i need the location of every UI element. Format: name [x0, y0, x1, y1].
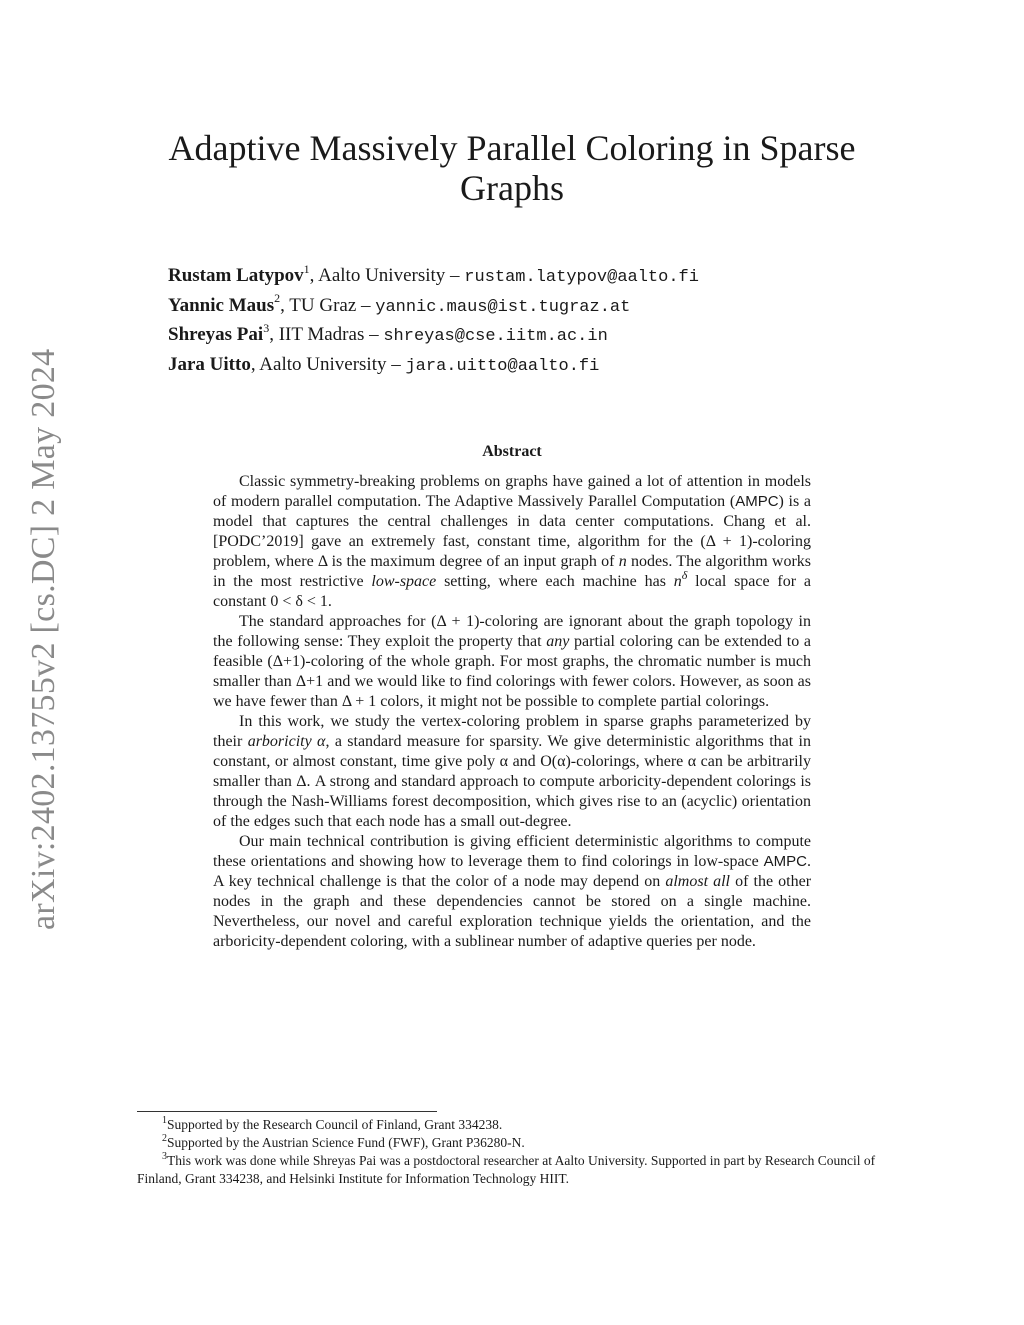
abstract-paragraph: Classic symmetry-breaking problems on graphs have gained a lot of attention in models of modern parallel computation. The Adaptive Massively Parallel Computation (AMPC) is a model that captures the central challenges in data center computations. Chang et al. [PODC’2019] gave an extremely fast, constant time, algorithm for the (Δ + 1)-coloring problem, where Δ is the maximum degree of an input graph of n nodes. The algorithm works in the most restrictive low-space setting, where each machine has $n^\delta$ local space for a constant 0 < δ < 1.	[213, 473, 812, 610]
footnote-marker: 1	[303, 261, 310, 276]
footnote-marker: 2	[274, 291, 281, 306]
abstract-heading: Abstract	[482, 443, 542, 460]
footnote-marker: 3	[263, 320, 270, 335]
arxiv-identifier-stamp: arXiv:2402.13755v2 [cs.DC] 2 May 2024	[25, 348, 62, 930]
author-name: Shreyas Pai	[168, 324, 264, 345]
author-entry	[168, 292, 699, 322]
author-name: Yannic Maus	[168, 294, 275, 316]
author-entry	[168, 351, 699, 381]
abstract-paragraph: In this work, we study the vertex-coloring problem in sparse graphs parameterized by their arboricity α, a standard measure for sparsity. We give deterministic algorithms that in constant, or almost constant, time give poly α and O(α)-colorings, where α can be arbitrarily smaller than Δ. A strong and standard approach to compute arboricity-dependent colorings is through the Nash-Williams forest decomposition, which gives rise to an (acyclic) orientation of the edges such that each node has a small out-degree.	[213, 713, 812, 830]
author-list	[168, 262, 699, 380]
author-entry	[168, 262, 699, 292]
author-email[interactable]: yannic.maus@ist.tugraz.at	[375, 297, 631, 317]
footnote: $^2$Supported by the Austrian Science Fund (FWF), Grant P36280-N.	[162, 1132, 525, 1150]
author-affiliation: , Aalto University –	[250, 353, 406, 375]
ampc-term: AMPC	[735, 493, 779, 510]
abstract-paragraph: Our main technical contribution is giving efficient deterministic algorithms to compute these orientations and showing how to leverage them to find colorings in low-space AMPC. A key technical challenge is that the color of a node may depend on almost all of the other nodes in the graph and these dependencies cannot be stored on a single machine. Nevertheless, our novel and careful exploration technique yields the orientation, and the arboricity-dependent coloring, with a sublinear number of adaptive queries per node.	[213, 833, 812, 950]
author-name: Rustam Latypov	[168, 265, 304, 286]
footnote: $^3$This work was done while Shreyas Pai was a postdoctoral researcher at Aalto University. Supported in part by Research Council of Finland, Grant 334238, and Helsinki Institute for Information Technology HIIT.	[137, 1150, 876, 1186]
footnote-divider	[137, 1111, 437, 1112]
author-affiliation: , Aalto University –	[309, 265, 465, 286]
author-name: Jara Uitto	[168, 353, 251, 375]
footnote: $^1$Supported by the Research Council of Finland, Grant 334238.	[162, 1114, 503, 1132]
author-email[interactable]: rustam.latypov@aalto.fi	[464, 268, 699, 287]
author-entry	[168, 321, 699, 351]
footnotes	[137, 1116, 889, 1188]
author-email[interactable]: jara.uitto@aalto.fi	[405, 356, 600, 376]
ampc-term: AMPC	[763, 853, 807, 870]
paper-title: Adaptive Massively Parallel Coloring in Sparse Graphs	[168, 128, 856, 208]
author-affiliation: , TU Graz –	[280, 294, 376, 316]
author-email[interactable]: shreyas@cse.iitm.ac.in	[383, 327, 608, 346]
author-affiliation: , IIT Madras –	[269, 324, 384, 345]
abstract-paragraph: The standard approaches for (Δ + 1)-coloring are ignorant about the graph topology in the following sense: They exploit the property that any partial coloring can be extended to a feasible (Δ+1)-coloring of the whole graph. For most graphs, the chromatic number is much smaller than Δ+1 and we would like to find colorings with fewer colors. However, as soon as we have fewer than Δ + 1 colors, it might not be possible to complete partial colorings.	[213, 613, 811, 710]
abstract-body	[213, 472, 811, 952]
